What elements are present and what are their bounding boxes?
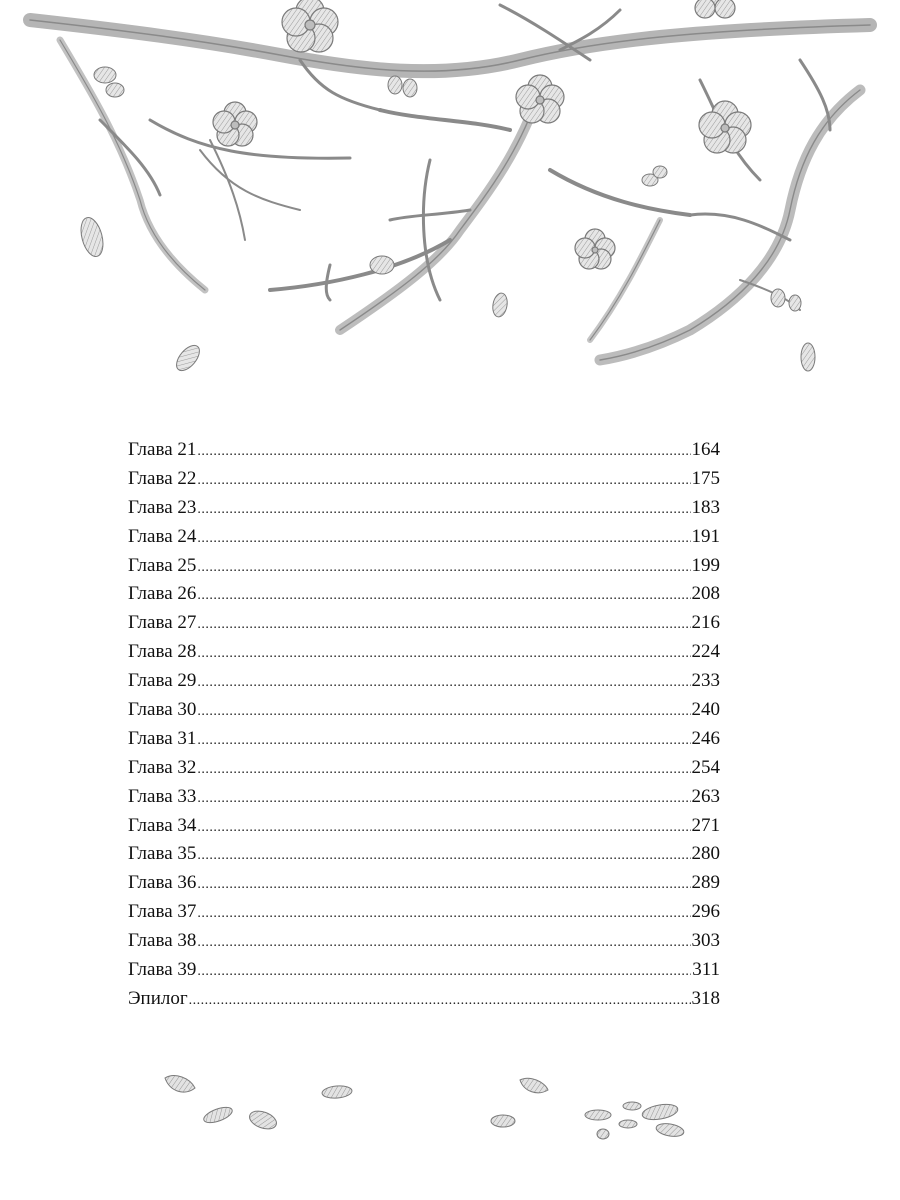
toc-entry-label: Глава 37 [128,901,197,923]
toc-entry-label: Глава 25 [128,554,197,576]
toc-entry-label: Глава 27 [128,612,197,634]
petal-group [165,1076,685,1139]
toc-entry-label: Глава 35 [128,843,197,865]
toc-entry-page: 271 [691,814,720,836]
cherry-blossom-branches-illustration [0,0,900,400]
dot-leader [197,669,690,696]
toc-entry[interactable] [128,898,720,927]
toc-entry-label: Глава 38 [128,930,197,952]
dot-leader [197,554,690,581]
toc-entry[interactable] [128,783,720,812]
toc-entry-label: Глава 36 [128,872,197,894]
fallen-petals-illustration [0,1060,900,1160]
dot-leader [189,987,691,1014]
toc-entry[interactable] [128,465,720,494]
toc-entry-label: Глава 30 [128,699,197,721]
dot-leader [197,900,690,927]
toc-entry-page: 296 [691,901,720,923]
buds [94,67,801,311]
toc-entry[interactable] [128,725,720,754]
dot-leader [197,611,690,638]
toc-entry-page: 240 [691,699,720,721]
toc-entry-page: 216 [691,612,720,634]
dot-leader [197,958,691,985]
dot-leader [197,698,690,725]
dot-leader [197,785,690,812]
dot-leader [197,756,690,783]
toc-entry-label: Глава 33 [128,785,197,807]
toc-entry-page: 246 [691,727,720,749]
toc-entry-label: Глава 32 [128,756,197,778]
toc-entry[interactable] [128,667,720,696]
dot-leader [197,814,690,841]
toc-entry[interactable] [128,754,720,783]
toc-entry[interactable] [128,494,720,523]
toc-entry-label: Эпилог [128,987,188,1009]
toc-entry-page: 233 [691,670,720,692]
toc-entry-page: 263 [691,785,720,807]
dot-leader [197,438,690,465]
toc-entry[interactable] [128,956,720,985]
toc-entry[interactable] [128,609,720,638]
toc-entry[interactable] [128,552,720,581]
toc-entry-label: Глава 39 [128,959,197,981]
toc-entry-label: Глава 34 [128,814,197,836]
toc-entry[interactable] [128,812,720,841]
dot-leader [197,929,690,956]
toc-entry-page: 280 [691,843,720,865]
toc-entry-page: 311 [692,959,720,981]
toc-entry-epilogue[interactable] [128,985,720,1014]
toc-entry-page: 224 [691,641,720,663]
toc-entry-label: Глава 24 [128,525,197,547]
toc-entry[interactable] [128,638,720,667]
toc-entry[interactable] [128,696,720,725]
toc-entry[interactable] [128,523,720,552]
dot-leader [197,582,690,609]
toc-entry-label: Глава 22 [128,467,197,489]
toc-entry-label: Глава 26 [128,583,197,605]
toc-entry[interactable] [128,869,720,898]
toc-entry[interactable] [128,927,720,956]
dot-leader [197,467,690,494]
toc-entry[interactable] [128,436,720,465]
toc-entry-label: Глава 29 [128,670,197,692]
toc-entry-label: Глава 23 [128,496,197,518]
dot-leader [197,496,690,523]
toc-entry-label: Глава 21 [128,439,197,460]
branch-group [30,5,870,360]
toc-entry-page: 175 [691,467,720,489]
toc-entry-page: 191 [691,525,720,547]
toc-entry[interactable] [128,580,720,609]
toc-entry-page: 208 [691,583,720,605]
table-of-contents [128,436,720,1014]
toc-entry-page: 289 [691,872,720,894]
toc-entry-page: 318 [691,987,720,1009]
toc-entry-page: 183 [691,496,720,518]
toc-entry-page: 303 [691,930,720,952]
dot-leader [197,640,690,667]
toc-entry-label: Глава 31 [128,727,197,749]
toc-entry-label: Глава 28 [128,641,197,663]
dot-leader [197,727,690,754]
dot-leader [197,842,690,869]
toc-entry-page: 254 [691,756,720,778]
dot-leader [197,525,690,552]
toc-entry-page: 164 [691,439,720,460]
toc-entry[interactable] [128,840,720,869]
toc-entry-page: 199 [691,554,720,576]
dot-leader [197,871,690,898]
